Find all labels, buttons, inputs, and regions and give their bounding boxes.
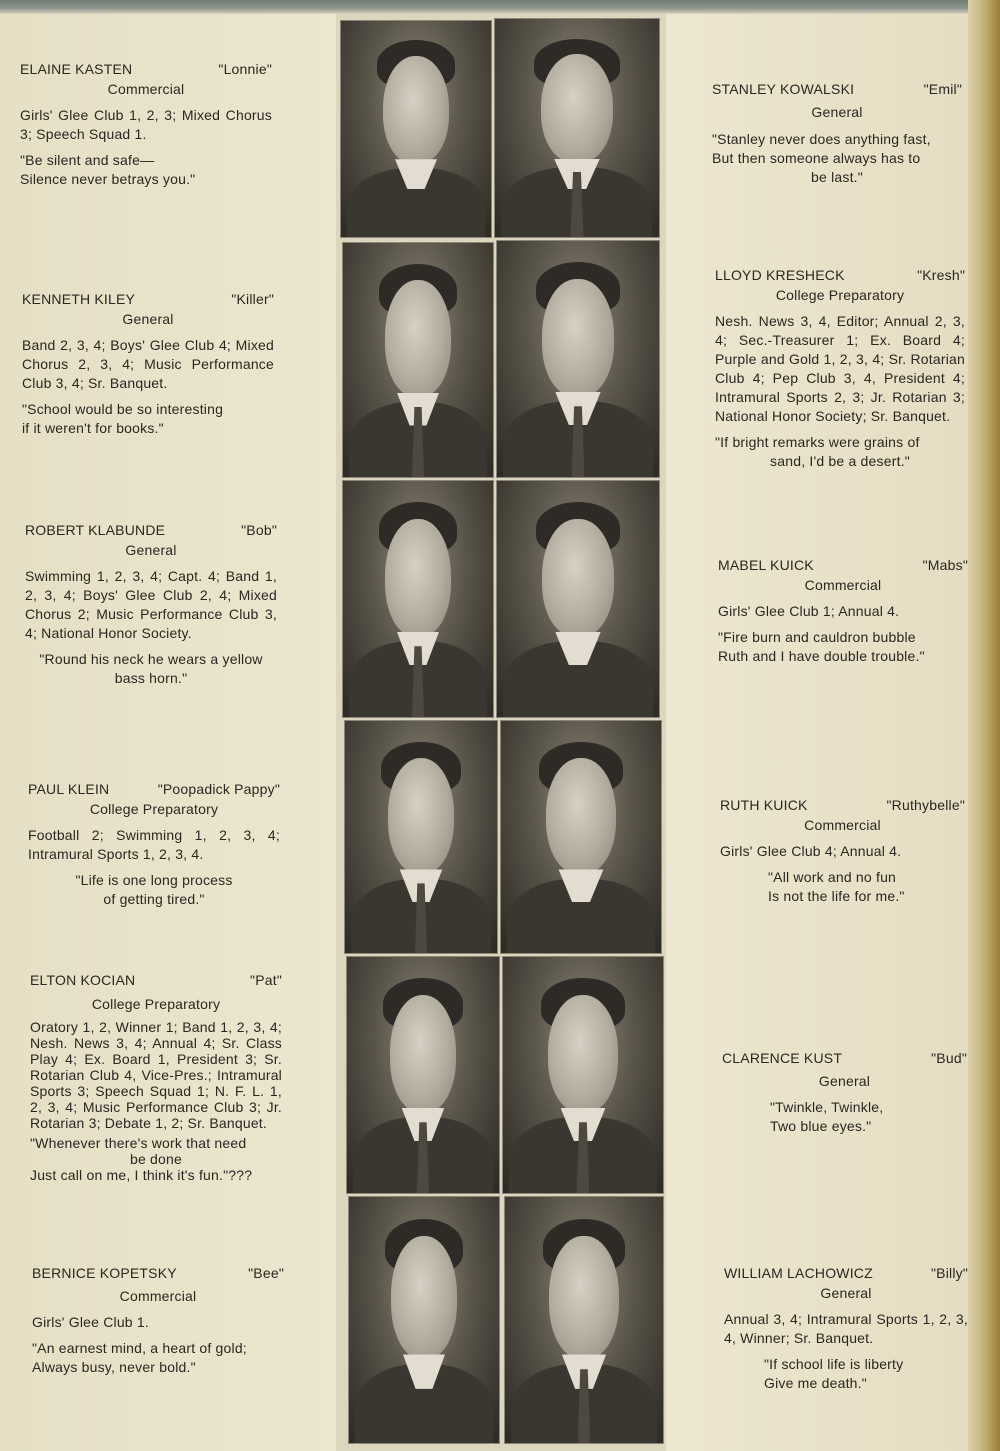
- student-activities: Band 2, 3, 4; Boys' Glee Club 4; Mixed Chorus 2, 3, 4; Music Performance Club 3, 4; Sr. Banquet.: [22, 337, 274, 391]
- student-quote: [28, 871, 280, 909]
- quote-line: Two blue eyes.": [770, 1118, 872, 1134]
- quote-line: if it weren't for books.": [22, 420, 164, 436]
- student-activities: Annual 3, 4; Intramural Sports 1, 2, 3, 4, Winner; Sr. Banquet.: [724, 1311, 968, 1346]
- student-nickname: "Mabs": [922, 557, 968, 573]
- student-entry: [20, 60, 272, 189]
- quote-line: Silence never betrays you.": [20, 171, 196, 187]
- quote-line: be done: [129, 1151, 182, 1167]
- portrait-photo: [496, 240, 660, 478]
- quote-line: sand, I'd be a desert.": [770, 453, 910, 469]
- student-name: ROBERT KLABUNDE: [25, 522, 166, 538]
- student-activities: Oratory 1, 2, Winner 1; Band 1, 2, 3, 4; Nesh. News 3, 4; Annual 4; Sr. Class Play 4; Ex. Board 1, President 3; Sr. Rotarian Club 4, Vice-Pres.; Intramural Sports 3; Speech Squad 1; N. F. L. 1, 2, 3, 4; Music Performance Club 3; Jr. Rotarian 3; Debate 1, 2; Sr. Banquet.: [30, 1019, 282, 1131]
- student-entry: [32, 1264, 284, 1377]
- student-name: WILLIAM LACHOWICZ: [724, 1265, 873, 1281]
- student-quote: [30, 1135, 282, 1183]
- student-quote: [32, 1339, 284, 1377]
- quote-line: "An earnest mind, a heart of gold;: [32, 1340, 247, 1356]
- student-name: RUTH KUICK: [720, 797, 808, 813]
- student-program: College Preparatory: [89, 801, 219, 817]
- student-quote: [22, 400, 274, 438]
- student-entry: [720, 796, 965, 906]
- portrait-photo: [494, 18, 660, 238]
- student-nickname: "Bee": [248, 1265, 284, 1281]
- quote-line: "Fire burn and cauldron bubble: [718, 629, 916, 645]
- student-name: BERNICE KOPETSKY: [32, 1265, 177, 1281]
- quote-line: "Twinkle, Twinkle,: [770, 1099, 884, 1115]
- quote-line: of getting tired.": [103, 891, 205, 907]
- student-quote: [712, 130, 962, 187]
- student-entry: [22, 290, 274, 438]
- student-program: Commercial: [804, 577, 882, 593]
- student-entry: [25, 521, 277, 688]
- quote-line: "If school life is liberty: [764, 1356, 904, 1372]
- student-entry: [718, 556, 968, 666]
- student-entry: [722, 1049, 967, 1136]
- student-activities: Girls' Glee Club 1, 2, 3; Mixed Chorus 3; Speech Squad 1.: [20, 107, 272, 142]
- student-activities: Nesh. News 3, 4, Editor; Annual 2, 3, 4; Sec.-Treasurer 1; Ex. Board 4; Purple and Gold 1, 2, 3, 4; Sr. Rotarian Club 4; Pep Club 3, 4, President 4; Intramural Sports 2, 3; Jr. Rotarian 3; National Honor Society; Sr. Banquet.: [715, 313, 965, 424]
- quote-line: Give me death.": [764, 1375, 867, 1391]
- student-program: General: [811, 104, 863, 120]
- student-program: College Preparatory: [775, 287, 905, 303]
- student-program: Commercial: [119, 1288, 197, 1304]
- quote-line: bass horn.": [114, 670, 188, 686]
- student-program: General: [818, 1073, 871, 1089]
- student-program: College Preparatory: [91, 996, 221, 1012]
- portrait-photo: [342, 480, 494, 718]
- quote-line: Is not the life for me.": [768, 888, 905, 904]
- student-nickname: "Bob": [241, 522, 277, 538]
- student-quote: [722, 1098, 967, 1136]
- book-spine: [968, 0, 1000, 1451]
- quote-line: Ruth and I have double trouble.": [718, 648, 925, 664]
- student-program: General: [122, 311, 174, 327]
- student-quote: [718, 628, 968, 666]
- quote-line: "All work and no fun: [768, 869, 897, 885]
- portrait-photo: [502, 956, 664, 1194]
- student-quote: [20, 151, 272, 189]
- student-quote: [720, 868, 965, 906]
- portrait-photo: [348, 1196, 500, 1444]
- student-entry: [724, 1264, 968, 1393]
- student-entry: [715, 266, 965, 471]
- student-name: MABEL KUICK: [718, 557, 814, 573]
- portrait-photo: [496, 480, 660, 718]
- student-entry: [30, 972, 282, 1183]
- student-nickname: "Killer": [231, 291, 274, 307]
- student-name: ELAINE KASTEN: [20, 61, 133, 77]
- student-quote: [715, 433, 965, 471]
- portrait-photo: [346, 956, 500, 1194]
- student-nickname: "Emil": [923, 81, 962, 97]
- student-nickname: "Bud": [931, 1050, 967, 1066]
- portrait-photo: [340, 20, 492, 238]
- quote-line: Just call on me, I think it's fun."???: [30, 1167, 253, 1183]
- quote-line: be last.": [811, 169, 863, 185]
- quote-line: "If bright remarks were grains of: [715, 434, 920, 450]
- portrait-photo: [504, 1196, 664, 1444]
- student-program: General: [820, 1285, 872, 1301]
- student-name: KENNETH KILEY: [22, 291, 136, 307]
- student-quote: [25, 650, 277, 688]
- student-program: General: [125, 542, 177, 558]
- student-activities: Girls' Glee Club 4; Annual 4.: [720, 843, 902, 859]
- student-nickname: "Billy": [930, 1265, 968, 1281]
- student-activities: Girls' Glee Club 1; Annual 4.: [718, 603, 900, 619]
- student-entry: [712, 80, 962, 187]
- student-nickname: "Kresh": [917, 267, 965, 283]
- portrait-photo: [344, 720, 498, 954]
- student-program: Commercial: [804, 817, 881, 833]
- student-activities: Girls' Glee Club 1.: [32, 1314, 149, 1330]
- student-nickname: "Pat": [250, 972, 282, 988]
- student-nickname: "Ruthybelle": [886, 797, 965, 813]
- student-name: LLOYD KRESHECK: [715, 267, 845, 283]
- student-activities: Football 2; Swimming 1, 2, 3, 4; Intramural Sports 1, 2, 3, 4.: [28, 827, 280, 862]
- student-nickname: "Poopadick Pappy": [157, 781, 280, 797]
- quote-line: "Stanley never does anything fast,: [712, 131, 931, 147]
- quote-line: "School would be so interesting: [22, 401, 224, 417]
- quote-line: "Whenever there's work that need: [30, 1135, 247, 1151]
- student-entry: [28, 780, 280, 909]
- portrait-photo: [500, 720, 662, 954]
- student-activities: Swimming 1, 2, 3, 4; Capt. 4; Band 1, 2, 3, 4; Boys' Glee Club 2, 4; Mixed Chorus 2; Music Performance Club 3, 4; National Honor Society.: [25, 568, 277, 641]
- student-nickname: "Lonnie": [218, 61, 272, 77]
- student-name: CLARENCE KUST: [722, 1050, 843, 1066]
- quote-line: But then someone always has to: [712, 150, 921, 166]
- quote-line: Always busy, never bold.": [32, 1359, 196, 1375]
- student-name: STANLEY KOWALSKI: [712, 81, 855, 97]
- quote-line: "Round his neck he wears a yellow: [39, 651, 263, 667]
- student-name: ELTON KOCIAN: [30, 972, 136, 988]
- quote-line: "Life is one long process: [75, 872, 233, 888]
- student-name: PAUL KLEIN: [28, 781, 110, 797]
- quote-line: "Be silent and safe—: [20, 152, 155, 168]
- portrait-photo: [342, 242, 494, 478]
- student-quote: [724, 1355, 968, 1393]
- page-top-edge: [0, 0, 1000, 14]
- student-program: Commercial: [107, 81, 185, 97]
